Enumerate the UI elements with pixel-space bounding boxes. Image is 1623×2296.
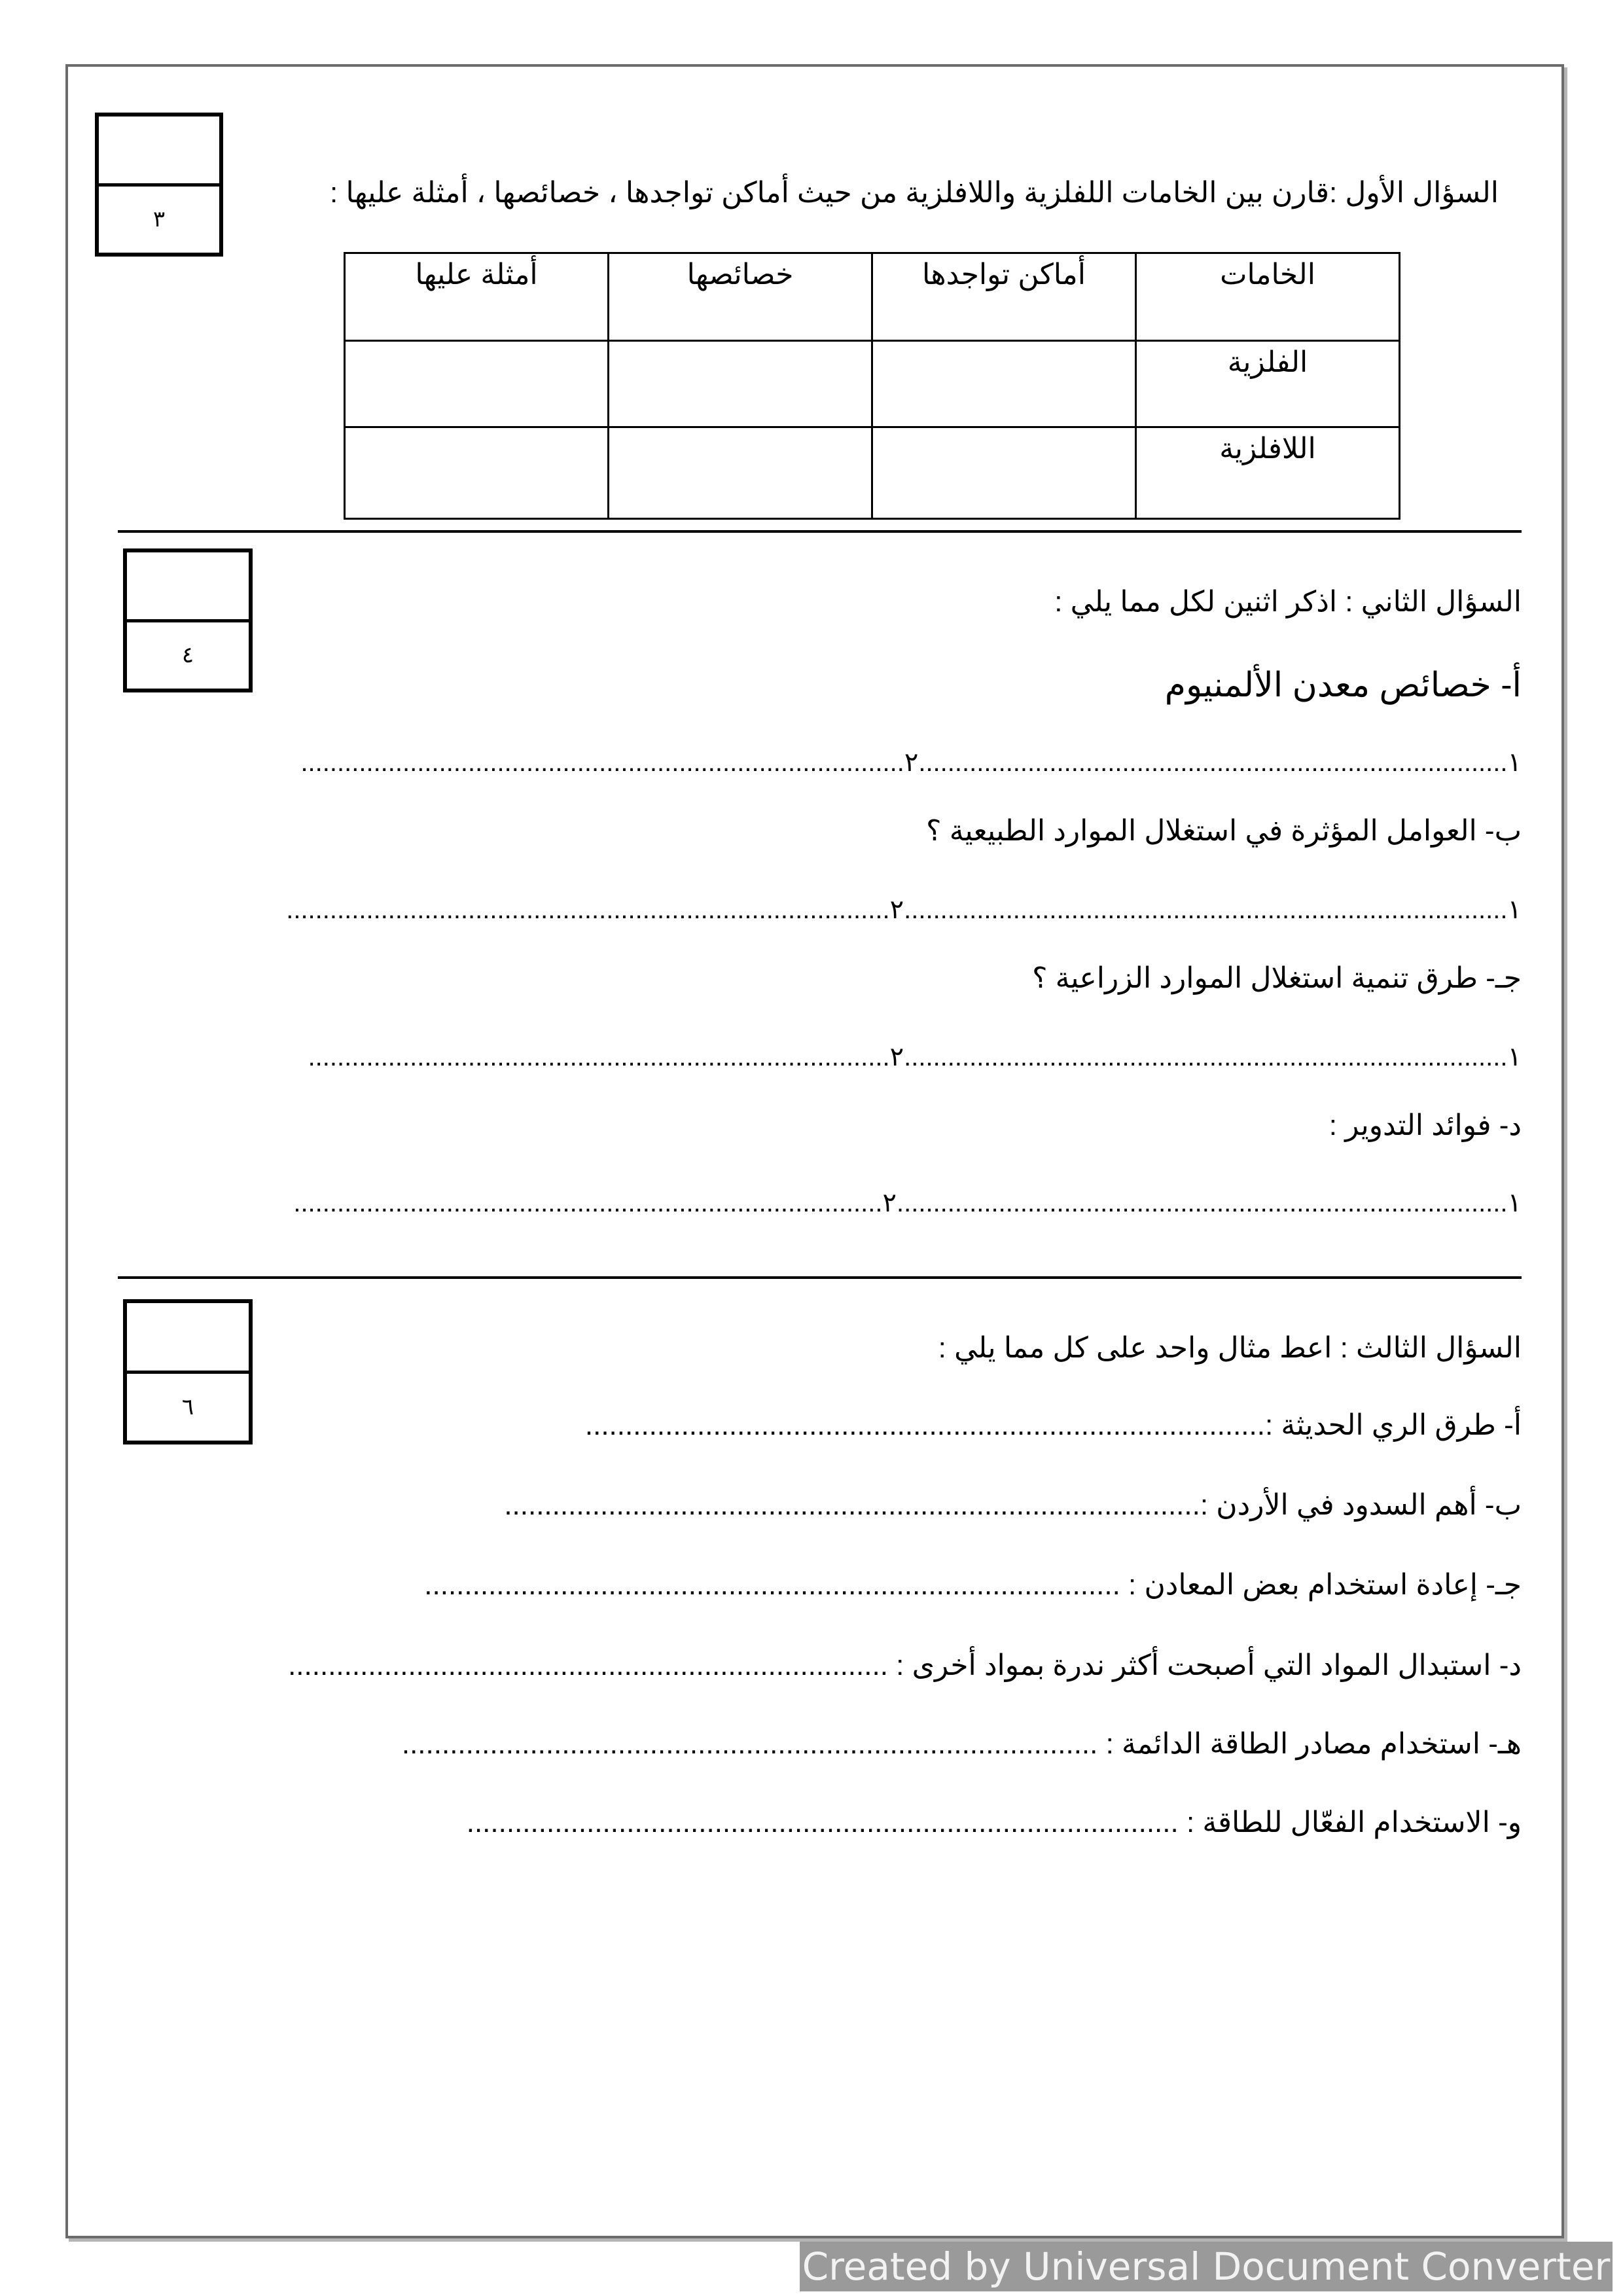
q3-question-text: السؤال الثالث : اعط مثال واحد على كل مما يلي : (938, 1332, 1522, 1364)
q3-item-e: هـ- استخدام مصادر الطاقة الدائمة : ....................................................................................... (401, 1728, 1522, 1760)
q2-item-d-answer-line: ١....................................................................................٢................................................................................. (293, 1189, 1522, 1217)
q3-score-box (123, 1299, 253, 1444)
q2-item-a-answer-line: ١.................................................................................٢................................................................................... (300, 748, 1522, 777)
q2-question-text: السؤال الثاني : اذكر اثنين لكل مما يلي : (1054, 586, 1522, 618)
q3-score-value: ٦ (181, 1393, 194, 1420)
q2-item-b-label: ب- العوامل المؤثرة في استغلال الموارد الطبيعية ؟ (926, 815, 1522, 847)
q3-item-b: ب- أهم السدود في الأردن :....................................................................................... (504, 1489, 1522, 1521)
table-cell (609, 341, 872, 427)
q2-item-a-label: أ- خصائص معدن الألمنيوم (1164, 666, 1522, 704)
q3-item-d: د- استبدال المواد التي أصبحت أكثر ندرة بمواد أخرى : ........................................................................... (288, 1649, 1522, 1681)
q1-score-value: ٣ (152, 206, 166, 233)
table-cell (872, 341, 1136, 427)
table-cell (345, 341, 609, 427)
table-row (345, 341, 1400, 427)
table-cell (345, 427, 609, 519)
table-cell: اللافلزية (1136, 427, 1400, 519)
q3-item-f: و- الاستخدام الفعّال للطاقة : ......................................................................................... (466, 1806, 1522, 1839)
table-header-cell: أماكن تواجدها (872, 253, 1136, 341)
q1-question-text: السؤال الأول :قارن بين الخامات اللفلزية واللافلزية من حيث أماكن تواجدها ، خصائصها ، أمثلة عليها : (330, 177, 1499, 209)
q2-item-c-label: جـ- طرق تنمية استغلال الموارد الزراعية ؟ (1032, 962, 1522, 994)
table-row (345, 427, 1400, 519)
table-header-row (345, 253, 1400, 341)
q2-score-blank (127, 552, 249, 622)
q3-item-a: أ- طرق الري الحديثة :..................................................................................... (584, 1409, 1522, 1441)
section-divider (118, 530, 1522, 533)
q2-score-box (123, 548, 253, 692)
q3-item-c: جـ- إعادة استخدام بعض المعادن : ....................................................................................... (424, 1569, 1522, 1601)
converter-watermark: Created by Universal Document Converter (800, 2242, 1613, 2291)
table-header-cell: خصائصها (609, 253, 872, 341)
comparison-table (344, 252, 1400, 520)
table-cell: الفلزية (1136, 341, 1400, 427)
q2-score-value: ٤ (181, 642, 194, 669)
table-header-cell: أمثلة عليها (345, 253, 609, 341)
q2-item-b-answer-line: ١...................................................................................٢................................................................................... (286, 895, 1522, 924)
q2-item-d-label: د- فوائد التدوير : (1329, 1109, 1522, 1141)
table-cell (609, 427, 872, 519)
section-divider (118, 1276, 1522, 1279)
table-header-cell: الخامات (1136, 253, 1400, 341)
table-cell (872, 427, 1136, 519)
q1-score-box (95, 113, 223, 257)
q3-score-blank (127, 1303, 249, 1374)
q1-score-blank (99, 117, 219, 187)
q2-item-c-answer-line: ١...................................................................................٢................................................................................ (308, 1043, 1522, 1071)
